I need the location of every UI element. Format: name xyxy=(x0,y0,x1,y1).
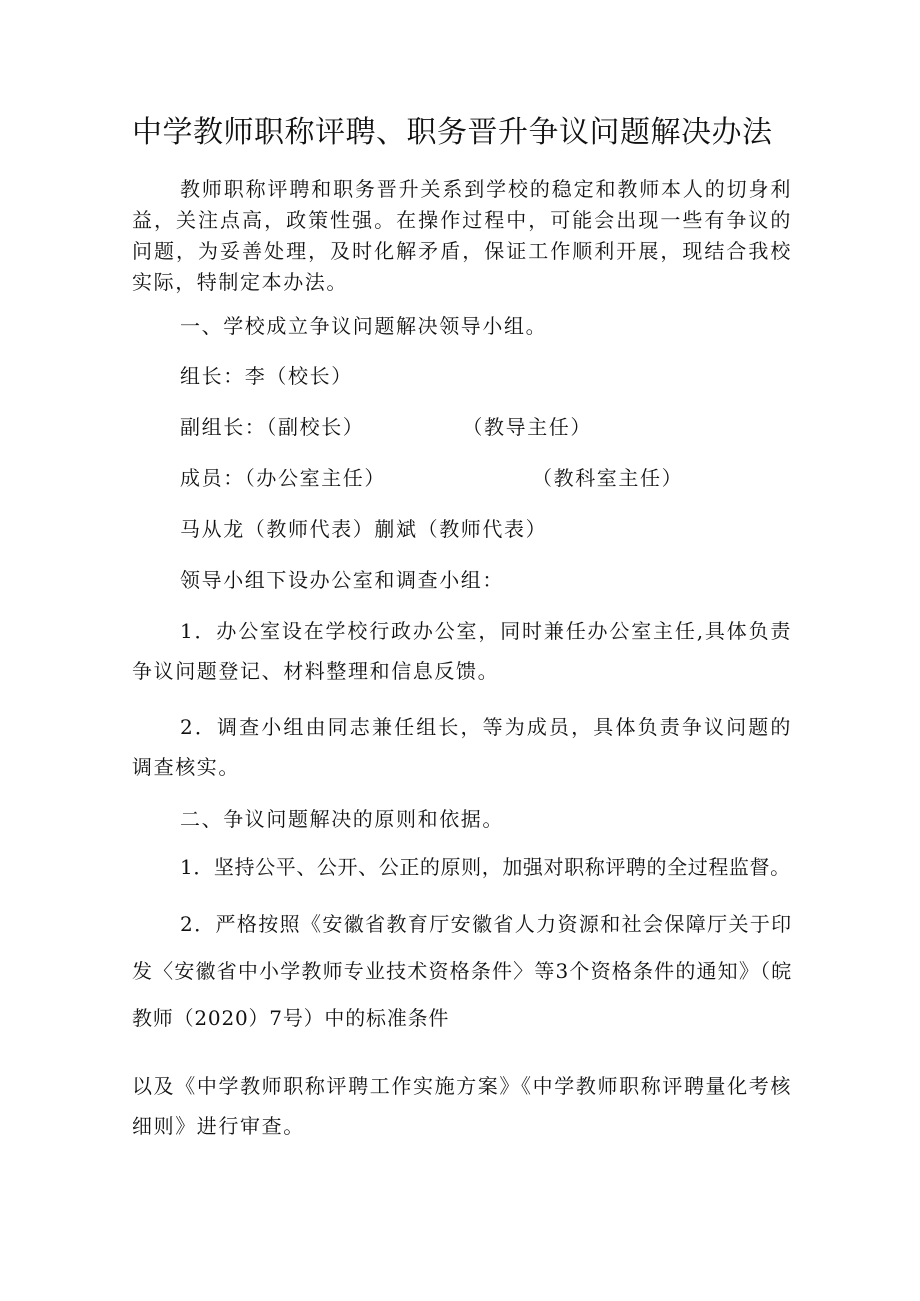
deputy-leaders-row xyxy=(180,412,592,443)
intro-paragraph: 教师职称评聘和职务晋升关系到学校的稳定和教师本人的切身利益，关注点高，政策性强。在操作过程中，可能会出现一些有争议的问题，为妥善处理，及时化解矛盾，保证工作顺利开展，现结合我校实际，特制定本办法。 xyxy=(132,177,792,294)
teacher-representatives: 马从龙（教师代表）蒯斌（教师代表） xyxy=(180,517,548,541)
group-leader: 组长：李（校长） xyxy=(180,364,353,388)
members-row xyxy=(180,463,683,494)
section1-heading: 一、学校成立争议问题解决领导小组。 xyxy=(180,314,548,338)
member-2: （教科室主任） xyxy=(532,466,684,490)
section2-heading: 二、争议问题解决的原则和依据。 xyxy=(180,807,504,831)
member-1: 成员：（办公室主任） xyxy=(180,466,386,490)
basis-item-continued: 以及《中学教师职称评聘工作实施方案》《中学教师职称评聘量化考核细则》进行审查。 xyxy=(132,1074,792,1138)
document-title: 中学教师职称评聘、职务晋升争议问题解决办法 xyxy=(132,115,773,150)
deputy-leader-1: 副组长：（副校长） xyxy=(180,415,365,439)
principle-item: 1．坚持公平、公开、公正的原则，加强对职称评聘的全过程监督。 xyxy=(180,855,791,879)
basis-item: 2．严格按照《安徽省教育厅安徽省人力资源和社会保障厅关于印发〈安徽省中小学教师专业技术资格条件〉等3个资格条件的通知》（皖教师（2020）7号）中的标准条件 xyxy=(132,912,792,1030)
office-item: 1．办公室设在学校行政办公室，同时兼任办公室主任,具体负责争议问题登记、材料整理和信息反馈。 xyxy=(132,619,792,683)
deputy-leader-2: （教导主任） xyxy=(462,415,593,439)
subgroups-intro: 领导小组下设办公室和调查小组： xyxy=(180,568,504,592)
investigation-item: 2．调查小组由同志兼任组长，等为成员，具体负责争议问题的调查核实。 xyxy=(132,715,792,779)
